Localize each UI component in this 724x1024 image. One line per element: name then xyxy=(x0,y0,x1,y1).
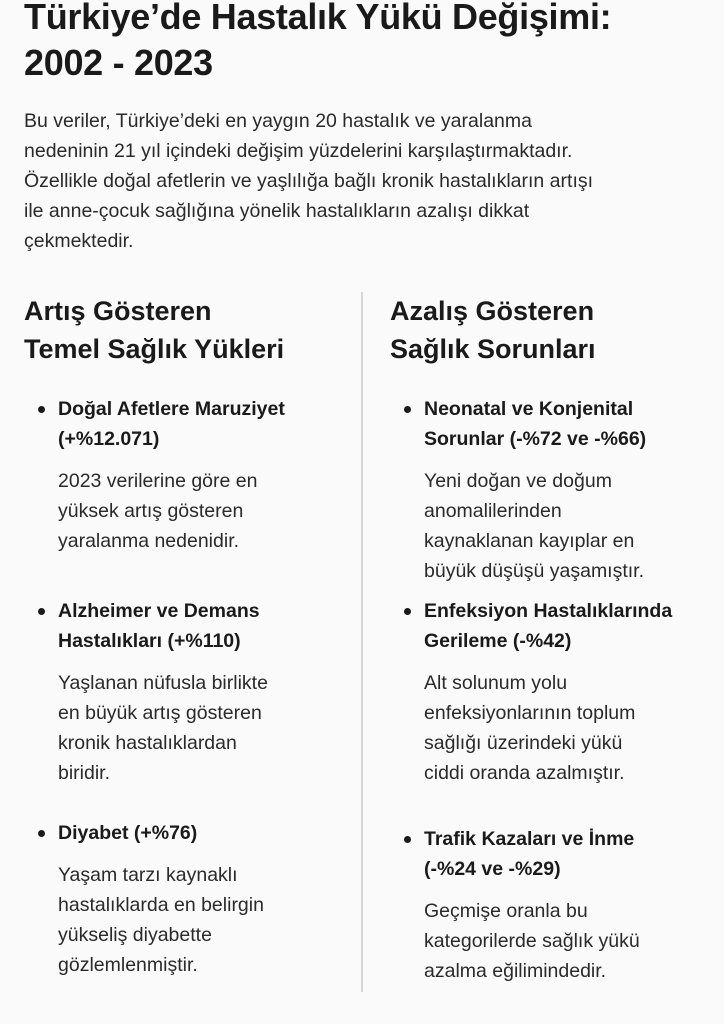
item-desc-line: Yeni doğan ve doğum xyxy=(424,470,612,492)
list-item xyxy=(24,596,328,788)
item-desc-line: hastalıklarda en belirgin xyxy=(58,894,264,916)
item-description xyxy=(24,668,308,788)
item-title-line: Diyabet (+%76) xyxy=(58,822,198,844)
item-desc-line: 2023 verilerine göre en xyxy=(58,470,258,492)
item-description xyxy=(24,466,308,556)
item-title-line: Hastalıkları (+%110) xyxy=(58,630,241,652)
item-desc-line: anomalilerinden xyxy=(424,500,562,522)
increasing-burdens-column xyxy=(24,292,344,976)
item-description xyxy=(390,466,684,586)
item-title-line: Alzheimer ve Demans xyxy=(58,600,260,622)
item-description xyxy=(390,668,684,788)
item-desc-line: yaralanma nedenidir. xyxy=(58,530,240,552)
intro-paragraph xyxy=(24,106,704,256)
item-title xyxy=(390,596,724,656)
list-item xyxy=(390,596,724,788)
column-heading-line: Temel Sağlık Yükleri xyxy=(24,334,285,364)
item-title xyxy=(24,818,328,848)
column-divider xyxy=(361,292,363,992)
item-title-line: Enfeksiyon Hastalıklarında xyxy=(424,600,673,622)
item-desc-line: büyük düşüşü yaşamıştır. xyxy=(424,560,645,582)
item-description xyxy=(24,860,308,980)
bullet-icon xyxy=(404,608,411,615)
item-title xyxy=(24,596,328,656)
item-title-line: (+%12.071) xyxy=(58,428,160,450)
item-desc-line: Alt solunum yolu xyxy=(424,672,568,694)
item-desc-line: kategorilerde sağlık yükü xyxy=(424,930,640,952)
page-title xyxy=(24,0,714,86)
item-title-line: Sorunlar (-%72 ve -%66) xyxy=(424,428,647,450)
page-title-line: 2002 - 2023 xyxy=(24,42,213,83)
bullet-icon xyxy=(404,836,411,843)
intro-line: Bu veriler, Türkiye’deki en yaygın 20 hastalık ve yaralanma xyxy=(24,110,532,132)
decreasing-problems-column xyxy=(390,292,720,982)
item-desc-line: Geçmişe oranla bu xyxy=(424,900,588,922)
item-description xyxy=(390,896,684,986)
item-desc-line: en büyük artış gösteren xyxy=(58,702,262,724)
column-heading xyxy=(24,292,344,368)
item-desc-line: azalma eğilimindedir. xyxy=(424,960,607,982)
item-desc-line: gözlemlenmiştir. xyxy=(58,954,198,976)
item-desc-line: sağlığı üzerindeki yükü xyxy=(424,732,623,754)
column-heading-line: Sağlık Sorunları xyxy=(390,334,596,364)
item-title-line: Doğal Afetlere Maruziyet xyxy=(58,398,285,420)
item-desc-line: yüksek artış gösteren xyxy=(58,500,244,522)
list-item xyxy=(390,824,724,986)
item-title xyxy=(390,824,724,884)
item-desc-line: yükseliş diyabette xyxy=(58,924,212,946)
intro-line: nedeninin 21 yıl içindeki değişim yüzdelerini karşılaştırmaktadır. xyxy=(24,140,573,162)
column-heading-line: Azalış Gösteren xyxy=(390,296,595,326)
bullet-icon xyxy=(38,830,45,837)
list-item xyxy=(24,394,328,556)
item-title-line: Trafik Kazaları ve İnme xyxy=(424,828,635,850)
item-desc-line: enfeksiyonlarının toplum xyxy=(424,702,636,724)
item-desc-line: kaynaklanan kayıplar en xyxy=(424,530,635,552)
column-heading-line: Artış Gösteren xyxy=(24,296,212,326)
bullet-icon xyxy=(404,406,411,413)
item-desc-line: Yaşam tarzı kaynaklı xyxy=(58,864,238,886)
intro-line: ile anne-çocuk sağlığına yönelik hastalıkların azalışı dikkat xyxy=(24,200,530,222)
bullet-icon xyxy=(38,406,45,413)
item-desc-line: kronik hastalıklardan xyxy=(58,732,237,754)
item-title-line: Gerileme (-%42) xyxy=(424,630,572,652)
list-item xyxy=(24,818,328,980)
item-desc-line: Yaşlanan nüfusla birlikte xyxy=(58,672,268,694)
intro-line: Özellikle doğal afetlerin ve yaşlılığa bağlı kronik hastalıkların artışı xyxy=(24,170,594,192)
item-title-line: Neonatal ve Konjenital xyxy=(424,398,634,420)
page-title-line: Türkiye’de Hastalık Yükü Değişimi: xyxy=(24,0,612,37)
intro-line: çekmektedir. xyxy=(24,230,134,252)
list-item xyxy=(390,394,724,586)
item-title xyxy=(24,394,328,454)
item-desc-line: ciddi oranda azalmıştır. xyxy=(424,762,625,784)
column-heading xyxy=(390,292,720,368)
item-desc-line: biridir. xyxy=(58,762,111,784)
item-title xyxy=(390,394,724,454)
bullet-icon xyxy=(38,608,45,615)
item-title-line: (-%24 ve -%29) xyxy=(424,858,561,880)
